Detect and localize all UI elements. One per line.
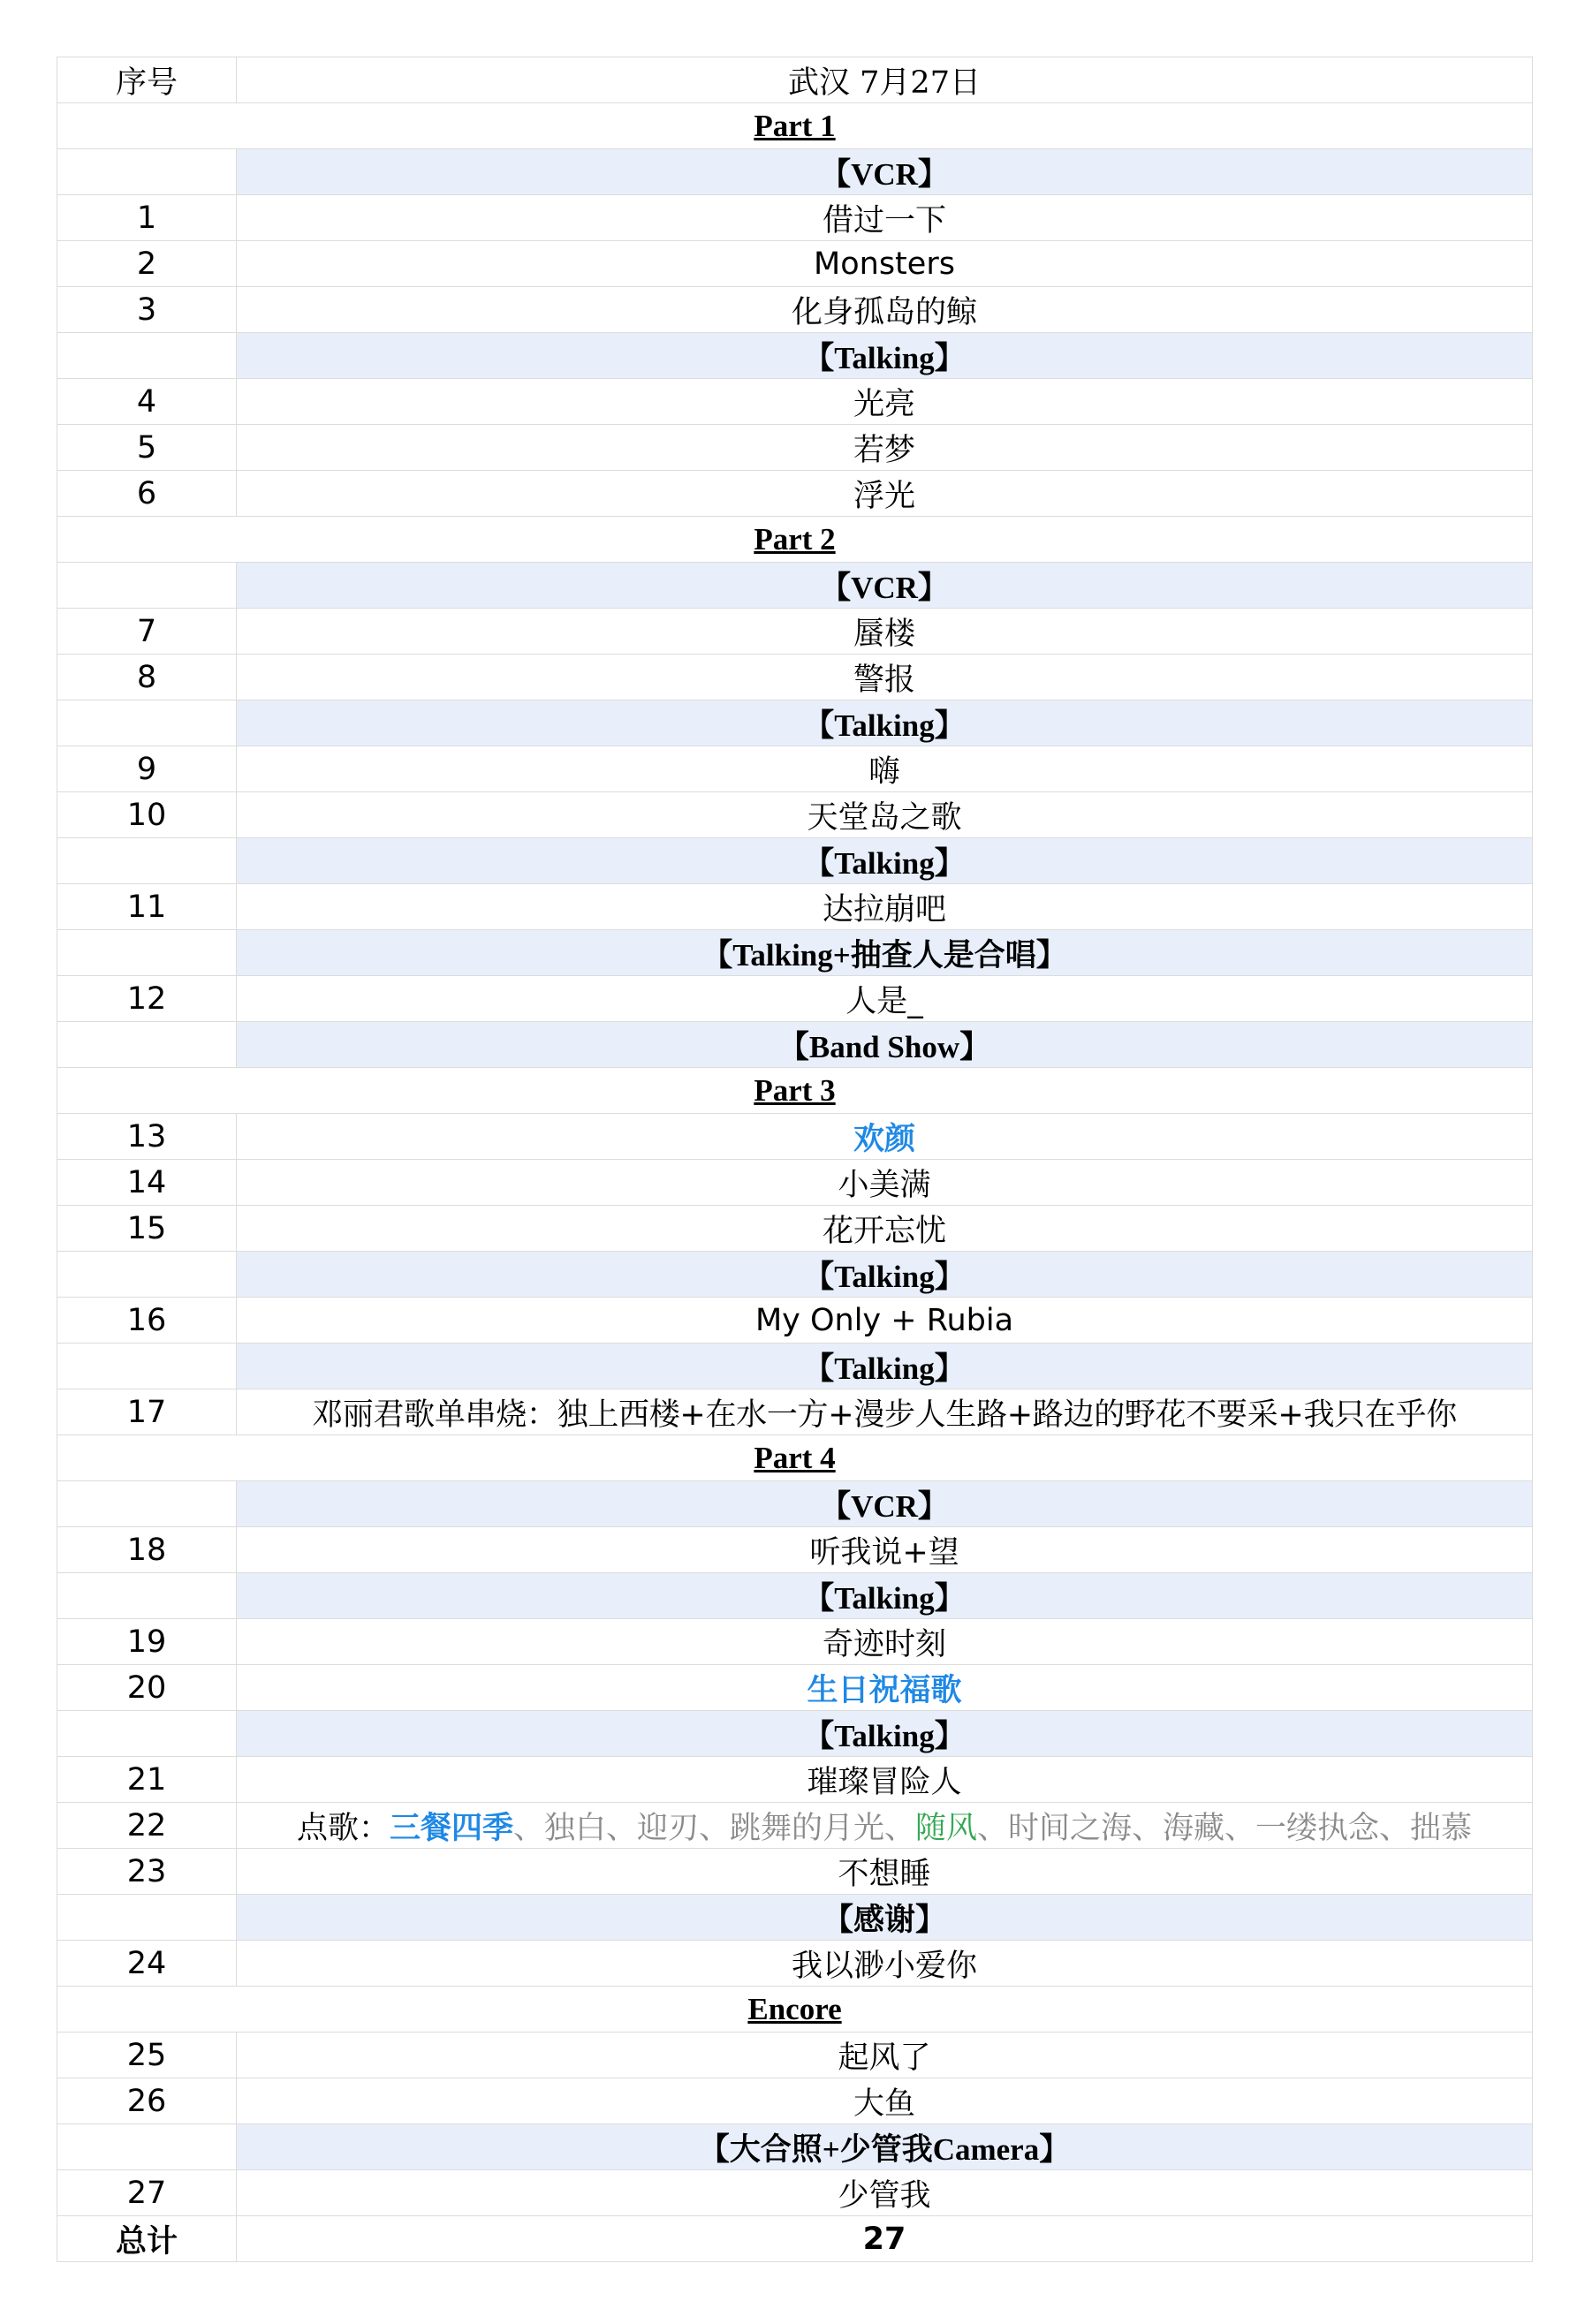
part-heading-row <box>57 103 1533 149</box>
song-row <box>57 1298 1533 1344</box>
song-number: 5 <box>57 425 237 471</box>
song-row <box>57 1849 1533 1895</box>
song-title: 奇迹时刻 <box>237 1619 1533 1665</box>
song-number: 3 <box>57 287 237 333</box>
segment-row <box>57 333 1533 379</box>
part-heading-row <box>57 517 1533 563</box>
song-number: 16 <box>57 1298 237 1344</box>
song-number: 14 <box>57 1160 237 1206</box>
song-number: 15 <box>57 1206 237 1252</box>
song-row <box>57 746 1533 792</box>
song-row <box>57 471 1533 517</box>
segment-index-cell <box>57 1711 237 1757</box>
song-number: 1 <box>57 195 237 241</box>
song-number: 9 <box>57 746 237 792</box>
segment-row <box>57 1481 1533 1527</box>
segment-row <box>57 1573 1533 1619</box>
song-row <box>57 792 1533 838</box>
song-title: 达拉崩吧 <box>237 884 1533 930</box>
total-row <box>57 2216 1533 2262</box>
segment-index-cell <box>57 1481 237 1527</box>
song-title: 花开忘忧 <box>237 1206 1533 1252</box>
segment-index-cell <box>57 700 237 746</box>
segment-index-cell <box>57 1022 237 1068</box>
segment-index-cell <box>57 333 237 379</box>
song-title: 邓丽君歌单串烧：独上西楼+在水一方+漫步人生路+路边的野花不要采+我只在乎你 <box>237 1389 1533 1435</box>
song-number: 22 <box>57 1803 237 1849</box>
part-heading: Part 3 <box>57 1068 1533 1114</box>
segment-label: 【Talking】 <box>237 700 1533 746</box>
index-column-header: 序号 <box>57 57 237 103</box>
segment-label: 【Talking】 <box>237 1573 1533 1619</box>
song-request-options <box>237 1803 1533 1849</box>
song-row <box>57 1941 1533 1987</box>
title-column-header: 武汉 7月27日 <box>237 57 1533 103</box>
song-number: 20 <box>57 1665 237 1711</box>
song-title: 小美满 <box>237 1160 1533 1206</box>
song-number: 27 <box>57 2170 237 2216</box>
segment-index-cell <box>57 930 237 976</box>
song-title: 化身孤岛的鲸 <box>237 287 1533 333</box>
part-heading: Part 1 <box>57 103 1533 149</box>
song-number: 4 <box>57 379 237 425</box>
part-heading-row <box>57 1987 1533 2033</box>
segment-index-cell <box>57 1895 237 1941</box>
song-row <box>57 2033 1533 2078</box>
song-title: 不想睡 <box>237 1849 1533 1895</box>
song-row <box>57 379 1533 425</box>
part-heading: Part 4 <box>57 1435 1533 1481</box>
segment-row <box>57 2124 1533 2170</box>
segment-row <box>57 930 1533 976</box>
song-row <box>57 1206 1533 1252</box>
song-title: 生日祝福歌 <box>237 1665 1533 1711</box>
song-title: 少管我 <box>237 2170 1533 2216</box>
song-row <box>57 1389 1533 1435</box>
song-title: 璀璨冒险人 <box>237 1757 1533 1803</box>
segment-index-cell <box>57 838 237 884</box>
segment-label: 【大合照+少管我Camera】 <box>237 2124 1533 2170</box>
request-option-text: 点歌： <box>296 1810 390 1846</box>
segment-index-cell <box>57 2124 237 2170</box>
song-title: 大鱼 <box>237 2078 1533 2124</box>
song-title: 警报 <box>237 655 1533 700</box>
setlist-table <box>57 57 1533 2262</box>
song-title: 人是_ <box>237 976 1533 1022</box>
song-row <box>57 609 1533 655</box>
song-title: 若梦 <box>237 425 1533 471</box>
song-row <box>57 425 1533 471</box>
song-title: 光亮 <box>237 379 1533 425</box>
segment-label: 【Talking+抽查人是合唱】 <box>237 930 1533 976</box>
segment-row <box>57 149 1533 195</box>
total-label: 总计 <box>57 2216 237 2262</box>
song-row <box>57 655 1533 700</box>
song-number: 12 <box>57 976 237 1022</box>
song-row <box>57 2170 1533 2216</box>
song-row <box>57 884 1533 930</box>
song-title: 起风了 <box>237 2033 1533 2078</box>
song-title: 浮光 <box>237 471 1533 517</box>
song-number: 17 <box>57 1389 237 1435</box>
song-request-row <box>57 1803 1533 1849</box>
song-row <box>57 1114 1533 1160</box>
segment-label: 【Talking】 <box>237 1252 1533 1298</box>
request-option-text: 、时间之海、海藏、一缕执念、拙慕 <box>977 1810 1473 1846</box>
segment-label: 【VCR】 <box>237 1481 1533 1527</box>
segment-row <box>57 1711 1533 1757</box>
song-row <box>57 1619 1533 1665</box>
request-option-text: 三餐四季 <box>389 1810 513 1846</box>
segment-label: 【Talking】 <box>237 1344 1533 1389</box>
song-title: 借过一下 <box>237 195 1533 241</box>
song-number: 13 <box>57 1114 237 1160</box>
song-number: 24 <box>57 1941 237 1987</box>
segment-row <box>57 563 1533 609</box>
song-number: 11 <box>57 884 237 930</box>
header-row <box>57 57 1533 103</box>
song-title: 我以渺小爱你 <box>237 1941 1533 1987</box>
song-row <box>57 241 1533 287</box>
song-row <box>57 2078 1533 2124</box>
part-heading-row <box>57 1068 1533 1114</box>
song-number: 10 <box>57 792 237 838</box>
song-number: 6 <box>57 471 237 517</box>
song-row <box>57 1665 1533 1711</box>
song-row <box>57 195 1533 241</box>
segment-label: 【VCR】 <box>237 563 1533 609</box>
song-number: 7 <box>57 609 237 655</box>
segment-index-cell <box>57 1344 237 1389</box>
song-row <box>57 1160 1533 1206</box>
song-number: 19 <box>57 1619 237 1665</box>
song-row <box>57 1757 1533 1803</box>
total-value: 27 <box>237 2216 1533 2262</box>
part-heading: Encore <box>57 1987 1533 2033</box>
song-title: 嗨 <box>237 746 1533 792</box>
segment-index-cell <box>57 563 237 609</box>
segment-label: 【Talking】 <box>237 838 1533 884</box>
song-number: 8 <box>57 655 237 700</box>
segment-label: 【VCR】 <box>237 149 1533 195</box>
song-number: 26 <box>57 2078 237 2124</box>
segment-row <box>57 1344 1533 1389</box>
segment-index-cell <box>57 1573 237 1619</box>
song-number: 21 <box>57 1757 237 1803</box>
song-number: 23 <box>57 1849 237 1895</box>
song-title: My Only + Rubia <box>237 1298 1533 1344</box>
song-row <box>57 287 1533 333</box>
song-row <box>57 976 1533 1022</box>
part-heading: Part 2 <box>57 517 1533 563</box>
segment-label: 【Band Show】 <box>237 1022 1533 1068</box>
song-number: 2 <box>57 241 237 287</box>
segment-row <box>57 1022 1533 1068</box>
segment-index-cell <box>57 149 237 195</box>
part-heading-row <box>57 1435 1533 1481</box>
segment-row <box>57 700 1533 746</box>
song-title: 蜃楼 <box>237 609 1533 655</box>
request-option-text: 、独白、迎刃、跳舞的月光、 <box>512 1810 915 1846</box>
segment-label: 【Talking】 <box>237 333 1533 379</box>
song-title: 天堂岛之歌 <box>237 792 1533 838</box>
segment-row <box>57 838 1533 884</box>
segment-label: 【感谢】 <box>237 1895 1533 1941</box>
song-title: 听我说+望 <box>237 1527 1533 1573</box>
song-number: 25 <box>57 2033 237 2078</box>
song-row <box>57 1527 1533 1573</box>
request-option-text: 随风 <box>915 1810 978 1846</box>
song-title: Monsters <box>237 241 1533 287</box>
segment-index-cell <box>57 1252 237 1298</box>
segment-row <box>57 1895 1533 1941</box>
segment-row <box>57 1252 1533 1298</box>
song-title: 欢颜 <box>237 1114 1533 1160</box>
song-number: 18 <box>57 1527 237 1573</box>
segment-label: 【Talking】 <box>237 1711 1533 1757</box>
